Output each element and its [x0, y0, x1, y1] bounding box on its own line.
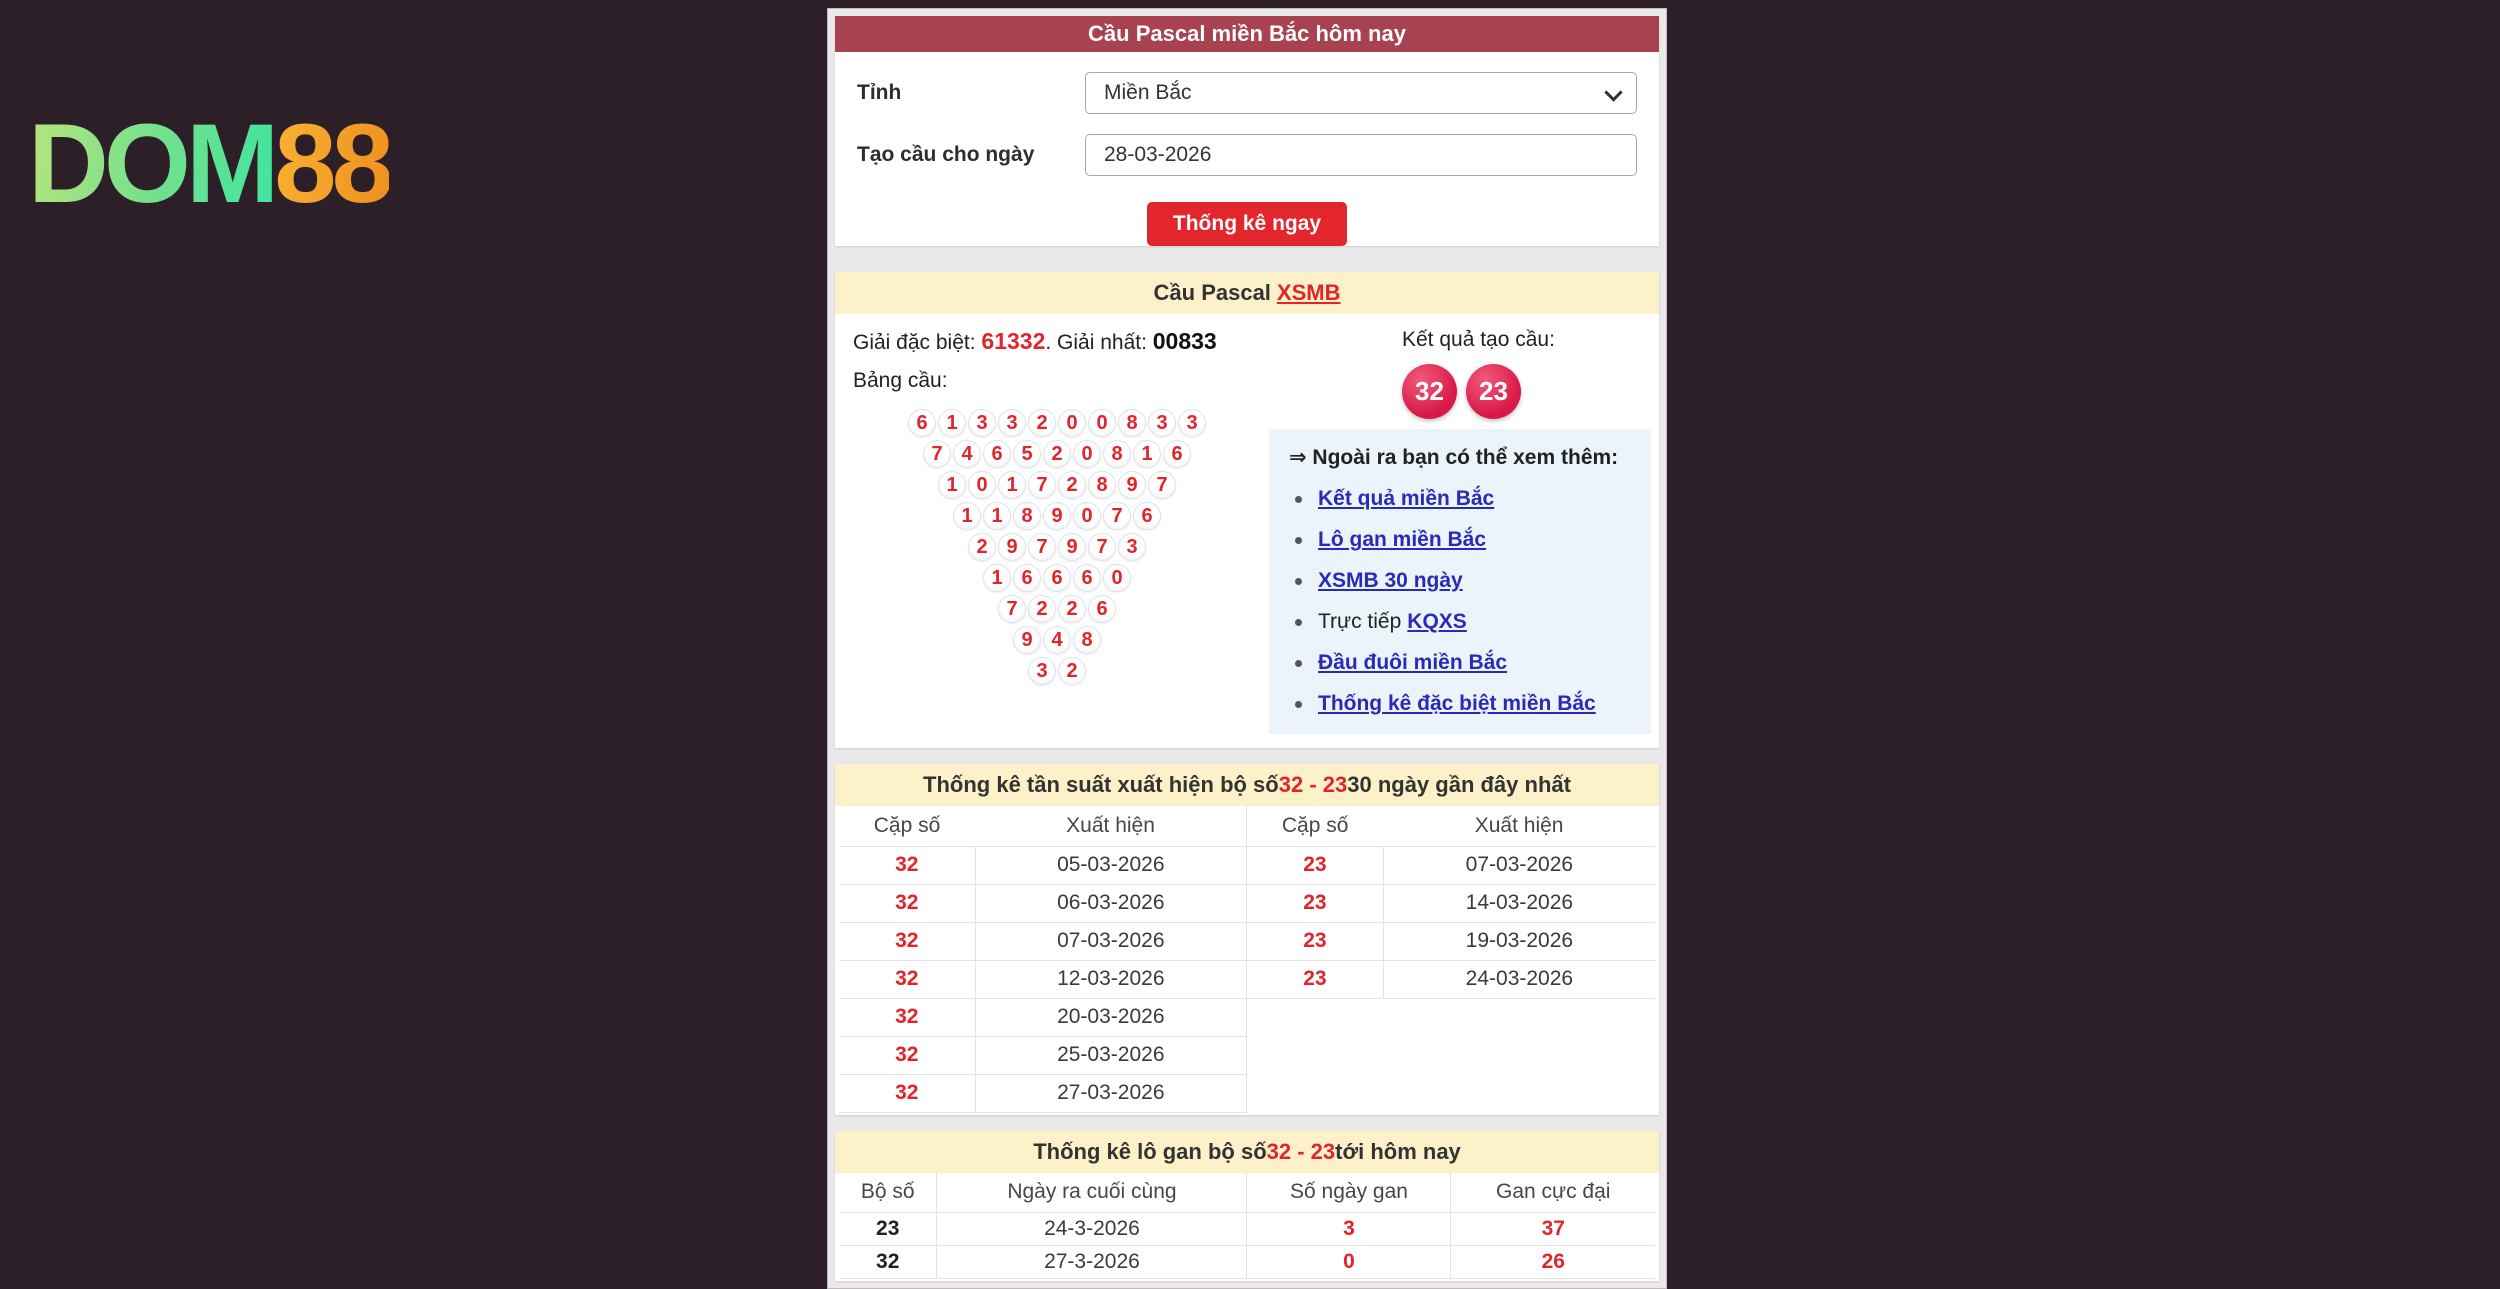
- triangle-cell: 2: [1028, 409, 1056, 437]
- pascal-card-title: [835, 272, 1659, 314]
- frequency-card-title: [835, 764, 1659, 806]
- table-row: [839, 846, 1247, 884]
- triangle-cell: 1: [983, 564, 1011, 592]
- date-cell: 14-03-2026: [1383, 884, 1655, 922]
- gan-title-pair: 32 - 23: [1266, 1138, 1336, 1164]
- table-row: [839, 884, 1247, 922]
- more-link[interactable]: KQXS: [1407, 610, 1467, 633]
- pascal-card: [835, 272, 1659, 748]
- form-card: [835, 16, 1659, 246]
- gan-column-header: Ngày ra cuối cùng: [937, 1173, 1247, 1213]
- triangle-cell: 1: [1133, 440, 1161, 468]
- pair-cell: 32: [839, 998, 975, 1036]
- triangle-cell: 2: [1028, 595, 1056, 623]
- triangle-row: [853, 564, 1261, 592]
- more-links-title: ⇒ Ngoài ra bạn có thể xem thêm:: [1289, 446, 1619, 469]
- pascal-triangle: [853, 409, 1261, 685]
- date-label: Tạo cầu cho ngày: [857, 143, 1035, 166]
- triangle-cell: 9: [1118, 471, 1146, 499]
- triangle-cell: 3: [968, 409, 996, 437]
- triangle-cell: 6: [1133, 502, 1161, 530]
- bullet-icon: [1295, 537, 1302, 544]
- triangle-cell: 2: [968, 533, 996, 561]
- result-ball: 32: [1402, 364, 1457, 419]
- chevron-down-icon: [1604, 83, 1622, 101]
- date-input[interactable]: [1085, 134, 1637, 176]
- last-date-cell: 27-3-2026: [937, 1246, 1247, 1279]
- triangle-cell: 9: [1058, 533, 1086, 561]
- gan-days-cell: 0: [1247, 1246, 1451, 1279]
- more-link-item: [1289, 569, 1631, 593]
- triangle-cell: 3: [1178, 409, 1206, 437]
- more-link-item: [1289, 610, 1631, 634]
- gan-card-title: [835, 1131, 1659, 1173]
- triangle-cell: 9: [1013, 626, 1041, 654]
- gan-title-prefix: Thống kê lô gan bộ số: [1033, 1138, 1267, 1164]
- dom88-logo: [28, 101, 389, 226]
- column-header-date: Xuất hiện: [975, 806, 1246, 846]
- triangle-row: [853, 626, 1261, 654]
- logo-text-orange: 88: [274, 101, 389, 226]
- triangle-cell: 3: [1028, 657, 1056, 685]
- pascal-body: [835, 314, 1659, 734]
- triangle-row: [853, 409, 1261, 437]
- pair-cell: 32: [839, 960, 975, 998]
- triangle-cell: 6: [1088, 595, 1116, 623]
- frequency-tables: [839, 806, 1655, 1113]
- gan-table: [839, 1173, 1655, 1280]
- xsmb-link[interactable]: XSMB: [1276, 280, 1341, 305]
- frequency-title-pair: 32 - 23: [1278, 772, 1348, 797]
- triangle-cell: 5: [1013, 440, 1041, 468]
- triangle-cell: 2: [1058, 471, 1086, 499]
- triangle-row: [853, 471, 1261, 499]
- more-link-item: [1289, 651, 1631, 675]
- triangle-cell: 7: [1103, 502, 1131, 530]
- link-prefix: Trực tiếp: [1318, 610, 1402, 633]
- pair-cell: 23: [1247, 846, 1383, 884]
- date-row: [835, 134, 1659, 176]
- pascal-left-column: [843, 314, 1261, 734]
- triangle-cell: 6: [983, 440, 1011, 468]
- pair-cell: 32: [839, 846, 975, 884]
- more-links-box: [1269, 429, 1651, 734]
- submit-row: [835, 202, 1659, 246]
- result-balls: [1269, 364, 1651, 419]
- more-link[interactable]: Thống kê đặc biệt miền Bắc: [1318, 692, 1596, 715]
- pair-cell: 32: [839, 1074, 975, 1112]
- table-row: [839, 1246, 1655, 1279]
- table-row: [839, 998, 1247, 1036]
- more-link-item: [1289, 692, 1631, 716]
- triangle-cell: 7: [1028, 471, 1056, 499]
- triangle-cell: 3: [998, 409, 1026, 437]
- table-row: [1247, 846, 1655, 884]
- table-row: [1247, 960, 1655, 998]
- pair-cell: 32: [839, 922, 975, 960]
- province-row: [835, 72, 1659, 114]
- pair-cell: 23: [1247, 960, 1383, 998]
- gan-days-cell: 3: [1247, 1213, 1451, 1246]
- table-row: [839, 1213, 1655, 1246]
- triangle-cell: 6: [908, 409, 936, 437]
- date-cell: 12-03-2026: [975, 960, 1246, 998]
- triangle-cell: 2: [1058, 657, 1086, 685]
- table-row: [839, 960, 1247, 998]
- more-link[interactable]: Lô gan miền Bắc: [1318, 528, 1487, 551]
- board-label: Bảng cầu:: [853, 369, 948, 392]
- column-header-pair: Cặp số: [1247, 806, 1383, 846]
- province-select-value: Miền Bắc: [1104, 81, 1192, 104]
- triangle-cell: 8: [1073, 626, 1101, 654]
- triangle-cell: 2: [1058, 595, 1086, 623]
- date-cell: 25-03-2026: [975, 1036, 1246, 1074]
- more-link[interactable]: Đầu đuôi miền Bắc: [1318, 651, 1508, 674]
- first-prize-label: . Giải nhất:: [1045, 331, 1153, 354]
- triangle-row: [853, 657, 1261, 685]
- date-cell: 06-03-2026: [975, 884, 1246, 922]
- table-row: [839, 1036, 1247, 1074]
- triangle-cell: 8: [1013, 502, 1041, 530]
- triangle-cell: 1: [983, 502, 1011, 530]
- main-panel: [827, 8, 1667, 1289]
- triangle-cell: 4: [1043, 626, 1071, 654]
- date-cell: 05-03-2026: [975, 846, 1246, 884]
- more-links-list: [1289, 487, 1631, 716]
- triangle-cell: 0: [1073, 502, 1101, 530]
- submit-button[interactable]: Thống kê ngay: [1147, 202, 1347, 246]
- province-select[interactable]: [1085, 72, 1637, 114]
- table-row: [839, 1074, 1247, 1112]
- triangle-cell: 3: [1118, 533, 1146, 561]
- triangle-row: [853, 533, 1261, 561]
- column-header-pair: Cặp số: [839, 806, 975, 846]
- special-prize-label: Giải đặc biệt:: [853, 331, 982, 354]
- frequency-table-right: [1247, 806, 1655, 999]
- pair-cell: 32: [839, 1246, 937, 1279]
- pair-cell: 23: [1247, 884, 1383, 922]
- triangle-cell: 6: [1163, 440, 1191, 468]
- prize-line: [853, 328, 1261, 355]
- frequency-table-left: [839, 806, 1247, 1113]
- gan-column-header: Gan cực đại: [1451, 1173, 1655, 1213]
- frequency-title-prefix: Thống kê tần suất xuất hiện bộ số: [923, 772, 1279, 797]
- table-row: [839, 922, 1247, 960]
- pair-cell: 32: [839, 1036, 975, 1074]
- triangle-cell: 1: [938, 409, 966, 437]
- frequency-card: [835, 764, 1659, 1115]
- special-prize-value: 61332: [981, 328, 1046, 354]
- last-date-cell: 24-3-2026: [937, 1213, 1247, 1246]
- column-header-date: Xuất hiện: [1383, 806, 1655, 846]
- triangle-cell: 7: [1148, 471, 1176, 499]
- bullet-icon: [1295, 701, 1302, 708]
- more-link[interactable]: XSMB 30 ngày: [1318, 569, 1463, 592]
- province-label: Tỉnh: [857, 81, 902, 104]
- bullet-icon: [1295, 619, 1302, 626]
- bullet-icon: [1295, 578, 1302, 585]
- gan-column-header: Số ngày gan: [1247, 1173, 1451, 1213]
- triangle-cell: 7: [1028, 533, 1056, 561]
- result-label: Kết quả tạo cầu:: [1402, 328, 1555, 351]
- triangle-cell: 4: [953, 440, 981, 468]
- bullet-icon: [1295, 496, 1302, 503]
- form-card-title: Cầu Pascal miền Bắc hôm nay: [835, 16, 1659, 52]
- gan-title-suffix: tới hôm nay: [1335, 1138, 1461, 1164]
- pair-cell: 23: [839, 1213, 937, 1246]
- more-link[interactable]: Kết quả miền Bắc: [1318, 487, 1495, 510]
- more-link-item: [1289, 528, 1631, 552]
- triangle-cell: 7: [998, 595, 1026, 623]
- table-row: [1247, 922, 1655, 960]
- date-cell: 07-03-2026: [975, 922, 1246, 960]
- triangle-cell: 0: [1088, 409, 1116, 437]
- triangle-row: [853, 595, 1261, 623]
- triangle-cell: 1: [938, 471, 966, 499]
- date-cell: 27-03-2026: [975, 1074, 1246, 1112]
- date-cell: 20-03-2026: [975, 998, 1246, 1036]
- frequency-title-suffix: 30 ngày gần đây nhất: [1347, 772, 1571, 797]
- triangle-cell: 6: [1013, 564, 1041, 592]
- triangle-cell: 2: [1043, 440, 1071, 468]
- gan-card: [835, 1131, 1659, 1282]
- triangle-cell: 9: [1043, 502, 1071, 530]
- triangle-cell: 8: [1103, 440, 1131, 468]
- bullet-icon: [1295, 660, 1302, 667]
- triangle-row: [853, 440, 1261, 468]
- gan-max-cell: 26: [1451, 1246, 1655, 1279]
- triangle-cell: 1: [998, 471, 1026, 499]
- triangle-cell: 9: [998, 533, 1026, 561]
- table-row: [1247, 884, 1655, 922]
- more-link-item: [1289, 487, 1631, 511]
- triangle-cell: 7: [1088, 533, 1116, 561]
- triangle-cell: 0: [968, 471, 996, 499]
- triangle-cell: 3: [1148, 409, 1176, 437]
- triangle-cell: 8: [1088, 471, 1116, 499]
- date-cell: 07-03-2026: [1383, 846, 1655, 884]
- triangle-cell: 7: [923, 440, 951, 468]
- triangle-row: [853, 502, 1261, 530]
- gan-column-header: Bộ số: [839, 1173, 937, 1213]
- logo-text-green: DOM: [28, 101, 275, 226]
- pascal-right-column: [1261, 314, 1651, 734]
- pair-cell: 23: [1247, 922, 1383, 960]
- first-prize-value: 00833: [1152, 328, 1217, 354]
- gan-max-cell: 37: [1451, 1213, 1655, 1246]
- triangle-cell: 6: [1043, 564, 1071, 592]
- triangle-cell: 6: [1073, 564, 1101, 592]
- triangle-cell: 0: [1103, 564, 1131, 592]
- triangle-cell: 0: [1073, 440, 1101, 468]
- pascal-title-prefix: Cầu Pascal: [1153, 280, 1271, 305]
- triangle-cell: 8: [1118, 409, 1146, 437]
- date-cell: 19-03-2026: [1383, 922, 1655, 960]
- triangle-cell: 1: [953, 502, 981, 530]
- result-ball: 23: [1466, 364, 1521, 419]
- pair-cell: 32: [839, 884, 975, 922]
- date-cell: 24-03-2026: [1383, 960, 1655, 998]
- triangle-cell: 0: [1058, 409, 1086, 437]
